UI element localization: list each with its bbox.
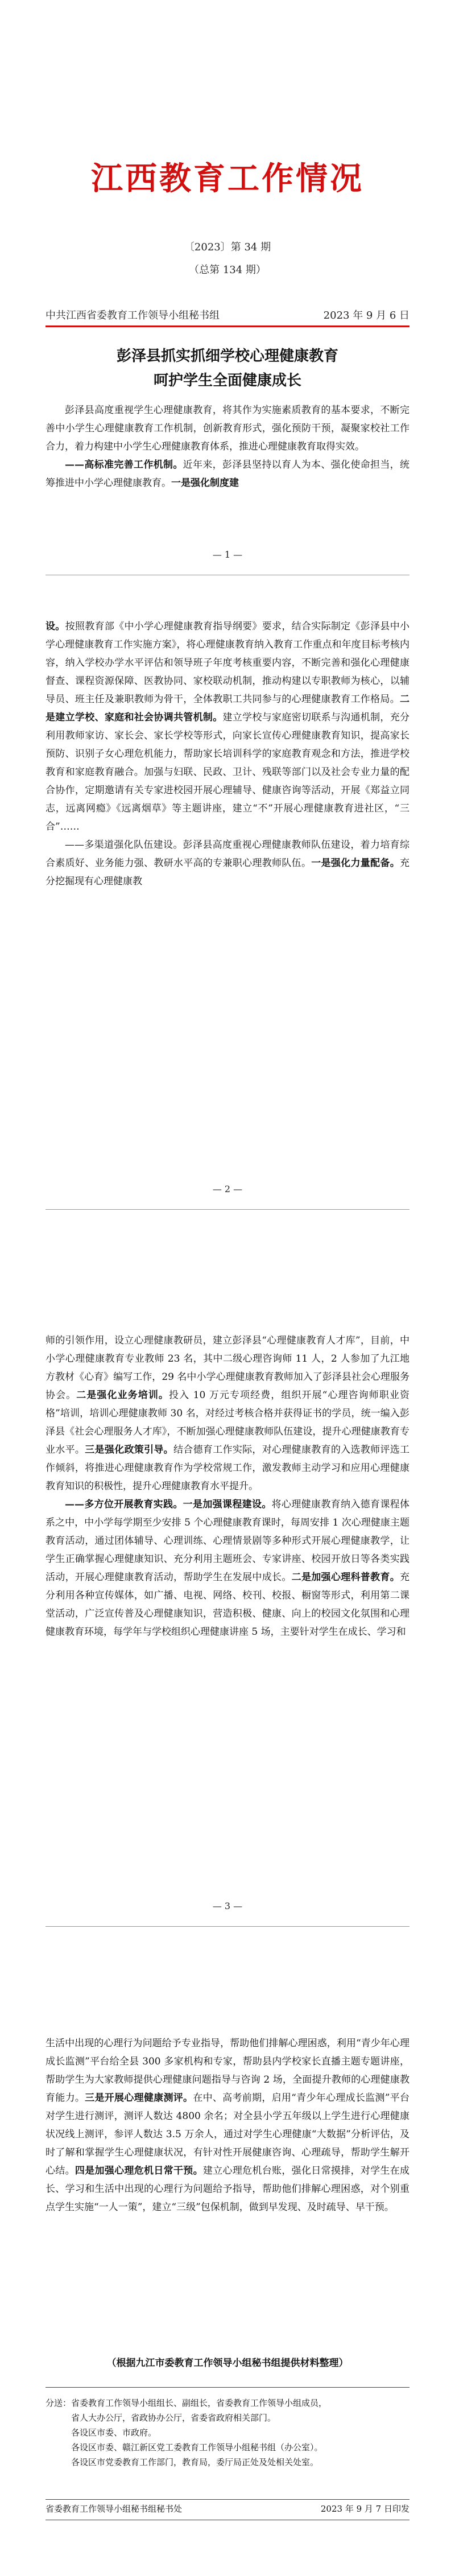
page4-p1-text3: 建立心理危机台账，强化日常摸排，对学生在成长、学习和生活中出现的心理行为问题给予指导，帮助他们排解心理困惑，对个别重点学生实施“一人一策”，建立“三级”包保机制，做到早发现、及时疏导、早干预。 <box>46 2165 410 2213</box>
distribution-line-4: 各设区市委、赣江新区党工委教育工作领导小组秘书组（办公室）。 <box>71 2442 323 2453</box>
distribution-line-5: 各设区市党委教育工作部门，教育局，委厅局正处及处相关处室。 <box>71 2457 319 2467</box>
page4-p1-text: 生活中出现的心理行为问题给予专业指导，帮助他们排解心理困惑，利用“青少年心理成长监测”平台给全县 300 多家机构和专家，帮助县内学校家长直播主题专题讲座，帮助学生为大家教师提供心理健康问题指导与咨询 2 场，全面提升教师的心理健康教育能力。 <box>46 2038 410 2104</box>
section1-heading: ——高标准完善工作机制。 <box>65 459 183 471</box>
article-title-line2: 呵护学生全面健康成长 <box>153 372 301 389</box>
section1-text: 近年来，彭泽县坚持以育人为本、强化使命担当，统筹推进中小学心理健康教育。 <box>46 459 410 489</box>
page2-p2-tail: 充分挖掘现有心理健康教 <box>46 858 410 887</box>
article-title-line1: 彭泽县抓实抓细学校心理健康教育 <box>116 348 338 365</box>
issue-number: 〔2023〕第 34 期 <box>184 241 271 253</box>
page3-p2-heading: ——多方位开展教育实践。 <box>65 1499 183 1510</box>
page3-p1-text2: 投入 10 万元专项经费，组织开展“心理咨询师职业资格”培训，培训心理健康教师 30 名，对经过考核合格并获得证书的学员，统一编入彭泽县《社会心理服务人才库》，不断加强心理健康教师队伍建设，提升心理健康教育专业水平。 <box>46 1390 410 1456</box>
page2-p1-lead: 设。 <box>46 621 65 632</box>
publisher-bar <box>46 307 410 322</box>
distribution-line-3: 各设区市委、市政府。 <box>71 2427 157 2438</box>
page-break-3 <box>46 1926 410 1927</box>
page3-p2-bold2: 二是加强心理科普教育。 <box>291 1572 400 1583</box>
page3-paragraph1 <box>46 1332 410 1495</box>
distribution-line-1: 分送：省委教育工作领导小组组长、副组长，省委教育工作领导小组成员， <box>46 2398 328 2408</box>
publisher-name: 中共江西省委教育工作领导小组秘书组 <box>46 310 220 322</box>
page3-p2-bold: 一是加强课程建设。 <box>183 1499 272 1510</box>
page4-p1-bold1: 三是开展心理健康测评。 <box>85 2092 193 2104</box>
masthead-title: 江西教育工作情况 <box>91 160 364 197</box>
page2-p1-tail: 建立学校与家庭密切联系与沟通机制，充分利用教师家访、家长会、家长学校等形式，向家长宣传心理健康教育知识，提高家长预防、识别子女心理危机能力，帮助家长培训科学的家庭教育观念和方法，推进学校教育和家庭教育融合。加强与妇联、民政、卫计、残联等部门以及社会专业力量的配合协作，定期邀请有关专家进校园开展心理辅导、健康咨询等活动，开展《郑益立同志，远离网瘾》《远离烟草》等主题讲座，建立“不”开展心理健康教育进社区，“三合”…… <box>46 712 410 832</box>
page3-p1-bold1: 二是强化业务培训。 <box>76 1390 169 1401</box>
publish-date: 2023 年 9 月 6 日 <box>323 310 410 322</box>
page4-p1-bold2: 四是加强心理危机日常干预。 <box>75 2165 203 2177</box>
page2-p2-text: ——多渠道强化队伍建设。彭泽县高度重视心理健康教师队伍建设，着力培育综合素质好、业务能力强、教研水平高的专兼职心理教师队伍。 <box>46 839 410 869</box>
footer-date: 2023 年 9 月 7 日印发 <box>320 2504 410 2514</box>
page2-p1-text: 按照教育部《中小学心理健康教育指导纲要》要求，结合实际制定《彭泽县中小学心理健康教育工作实施方案》，将心理健康教育纳入教育工作重点和年度目标考核内容，纳入学校办学水平评估和领导班子年度考核重要内容，不断完善和强化心理健康督查、课程资源保障、医教协同、家校联动机制，推动构建以专职教师为核心，以辅导员、班主任及兼职教师为骨干，全体教职工共同参与的心理健康教育工作格局。 <box>46 621 410 705</box>
page3-paragraph2 <box>46 1495 410 1641</box>
page3-p2-text: 将心理健康教育纳入德育课程体系之中，中小学每学期至少安排 5 个心理健康教育课时，每周安排 1 次心理健康主题教育活动，通过团体辅导、心理训练、心理情景剧等多种形式开展心理健康教学，让学生正确掌握心理健康知识、充分利用主题班会、专家讲座、校园开放日等各类实践活动，开展心理健康教育活动，帮助学生在发展中成长。 <box>46 1499 410 1583</box>
page3-p1-bold2: 三是强化政策引导。 <box>85 1444 173 1456</box>
page-number-2: — 2 — <box>212 1184 243 1194</box>
page-number-3: — 3 — <box>212 1901 243 1911</box>
page2-p1-bold: 二是建立学校、家庭和社会协调共管机制。 <box>46 694 410 723</box>
page3-p1-text3: 结合德育工作实际，对心理健康教育的入选教师评选工作倾斜，将推进心理健康教育作为学校常规工作，激发教师主动学习和应用心理健康教育知识的积极性，提升心理健康教育水平提升。 <box>46 1444 410 1492</box>
page1-body <box>46 401 410 492</box>
intro-paragraph: 彭泽县高度重视学生心理健康教育，将其作为实施素质教育的基本要求，不断完善中小学生心理健康教育工作机制，创新教育形式，强化预防干预，凝聚家校社工作合力，着力构建中小学生心理健康教育体系，推进心理健康教育取得实效。 <box>46 405 410 452</box>
page4-p1-text2: 在中、高考前期，启用“青少年心理成长监测”平台对学生进行测评，测评人数达 4800 余名；对全县小学五年级以上学生进行心理健康状况线上测评，参评人数达 3.5 万余人，通过对学生心理健康“大数据”分析评估，及时了解和掌握学生心理健康状况，有针对性开展健康咨询、心理疏导，帮助学生解开心结。 <box>46 2092 410 2177</box>
page3-p1-text: 师的引领作用，设立心理健康教研员，建立彭泽县“心理健康教育人才库”，目前，中小学心理健康教育专业教师 23 名，其中二级心理咨询师 11 人，2 人参加了九江地方教材《心育》编写工作，29 名中小学心理健康教育教师加入了彭泽县社会心理服务协会。 <box>46 1335 410 1401</box>
page4-body <box>46 2034 410 2216</box>
page2-body <box>46 617 410 891</box>
page2-p2-bold: 一是强化力量配备。 <box>311 858 400 869</box>
distribution-rule-mid <box>46 2499 410 2500</box>
page3-body <box>46 1332 410 1641</box>
page-number-1: — 1 — <box>212 549 243 560</box>
print-footer <box>46 2503 410 2515</box>
page4-paragraph1 <box>46 2034 410 2216</box>
red-divider <box>46 325 410 327</box>
section1-bold: 一是强化制度建 <box>171 477 239 489</box>
footer-issuer: 省委教育工作领导小组秘书组秘书处 <box>46 2504 183 2514</box>
distribution-block <box>46 2396 410 2470</box>
source-note: （根据九江市委教育工作领导小组秘书组提供材料整理） <box>106 2357 349 2369</box>
page2-paragraph2 <box>46 836 410 891</box>
section1-paragraph <box>46 456 410 492</box>
page3-p2-text2: 充分利用各种宣传媒体，如广播、电视、网络、校刊、校报、橱窗等形式，利用第二课堂活动，广泛宣传普及心理健康知识，营造积极、健康、向上的校园文化氛围和心理健康教育环境，每学年与学校组织心理健康讲座 5 场，主要针对学生在成长、学习和 <box>46 1572 410 1638</box>
distribution-rule-top <box>46 2387 410 2388</box>
page-break-2 <box>46 1209 410 1210</box>
issue-total: （总第 134 期） <box>189 264 266 276</box>
page2-paragraph1 <box>46 617 410 836</box>
distribution-line-2: 省人大办公厅，省政协办公厅，省委省政府相关部门。 <box>71 2413 276 2423</box>
